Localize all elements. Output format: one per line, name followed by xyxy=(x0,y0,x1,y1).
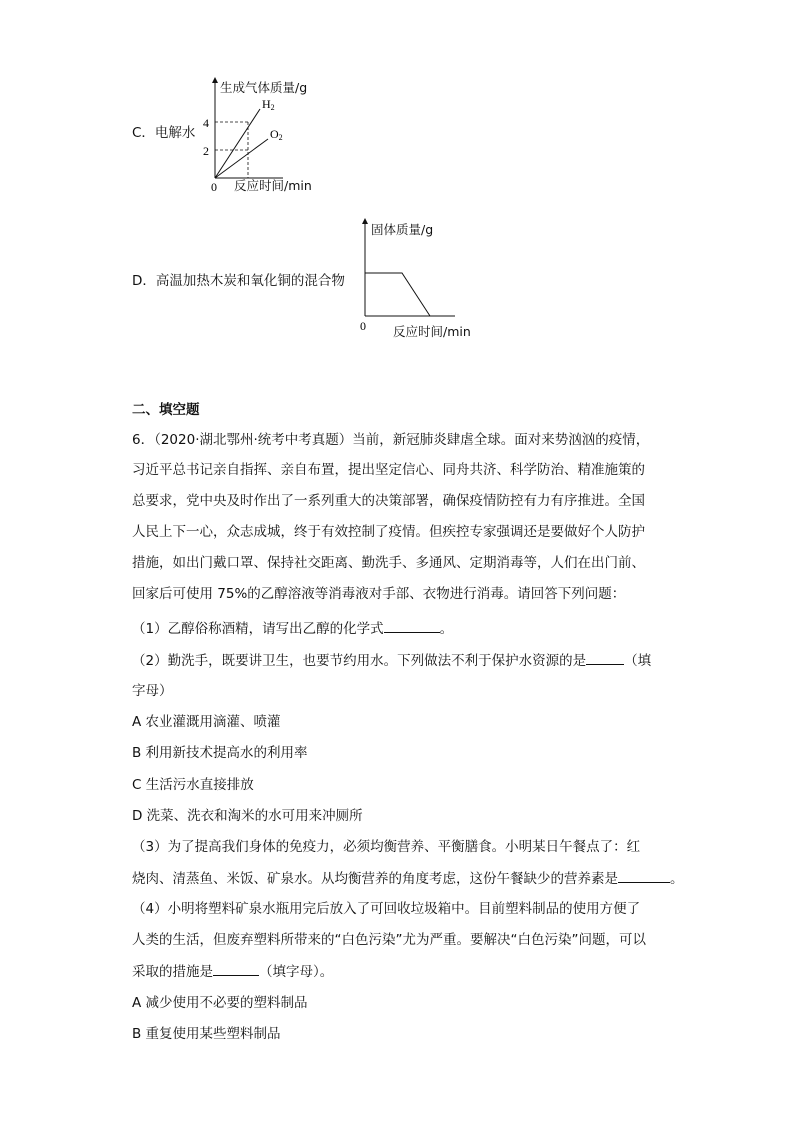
question-text-line-1: 6．（2020·湖北鄂州·统考中考真题）当前，新冠肺炎肆虐全球。面对来势汹汹的疫情， xyxy=(132,432,650,448)
c-x-axis-label: 反应时间/min xyxy=(234,178,312,193)
answer-blank-4[interactable] xyxy=(213,961,259,976)
o2-line xyxy=(215,139,268,178)
h2-label: H2 xyxy=(262,97,275,112)
question-text-line-2: 习近平总书记亲自指挥、亲自布置，提出坚定信心、同舟共济、科学防治、精准施策的 xyxy=(132,462,645,478)
question-text-line-6: 回家后可使用 75%的乙醇溶液等消毒液对手部、衣物进行消毒。请回答下列问题： xyxy=(132,586,626,602)
answer-blank-1[interactable] xyxy=(384,618,440,633)
q4-option-b: B 重复使用某些塑料制品 xyxy=(132,1026,281,1042)
origin-label: 0 xyxy=(211,180,217,194)
option-d-label: D．高温加热木炭和氧化铜的混合物 xyxy=(132,273,345,289)
question-text-line-4: 人民上下一心，众志成城，终于有效控制了疫情。但疾控专家强调还是要做好个人防护 xyxy=(132,524,645,540)
d-y-axis-label: 固体质量/g xyxy=(371,222,434,237)
sub-question-4-cont2: 采取的措施是 （填字母）。 xyxy=(132,961,333,982)
sub-question-1: （1）乙醇俗称酒精，请写出乙醇的化学式 。 xyxy=(132,618,453,639)
tick-2: 2 xyxy=(203,144,209,158)
o2-label: O2 xyxy=(270,127,283,142)
sub-question-2: （2）勤洗手，既要讲卫生，也要节约用水。下列做法不利于保护水资源的是 （填 xyxy=(132,650,651,671)
q2-option-c: C 生活污水直接排放 xyxy=(132,777,254,793)
sub-question-3: （3）为了提高我们身体的免疫力，必须均衡营养、平衡膳食。小明某日午餐点了：红 xyxy=(132,839,641,855)
question-text-line-5: 措施，如出门戴口罩、保持社交距离、勤洗手、多通风、定期消毒等，人们在出门前、 xyxy=(132,555,645,571)
sub-question-3-cont: 烧肉、清蒸鱼、米饭、矿泉水。从均衡营养的角度考虑，这份午餐缺少的营养素是 。 xyxy=(132,868,684,889)
question-text-line-3: 总要求，党中央及时作出了一系列重大的决策部署，确保疫情防控有力有序推进。全国 xyxy=(132,493,645,509)
section-title: 二、填空题 xyxy=(132,402,200,418)
sub-question-4-cont: 人类的生活，但废弃塑料所带来的“白色污染”尤为严重。要解决“白色污染”问题，可以 xyxy=(132,932,646,948)
sub-question-4: （4）小明将塑料矿泉水瓶用完后放入了可回收垃圾箱中。目前塑料制品的使用方便了 xyxy=(132,901,641,917)
q2-option-d: D 洗菜、洗衣和淘米的水可用来冲厕所 xyxy=(132,808,363,824)
q2-option-b: B 利用新技术提高水的利用率 xyxy=(132,745,308,761)
answer-blank-3[interactable] xyxy=(618,868,670,883)
h2-line xyxy=(215,109,260,178)
q4-option-a: A 减少使用不必要的塑料制品 xyxy=(132,995,308,1011)
q2-option-a: A 农业灌溉用滴灌、喷灌 xyxy=(132,714,281,730)
sub-question-2-cont: 字母） xyxy=(132,683,173,699)
option-c-label: C．电解水 xyxy=(132,125,196,141)
origin-label: 0 xyxy=(360,319,366,333)
answer-blank-2[interactable] xyxy=(586,650,624,665)
c-y-axis-label: 生成气体质量/g xyxy=(220,80,308,95)
tick-4: 4 xyxy=(203,116,209,130)
solid-mass-line xyxy=(365,273,430,316)
d-x-axis-label: 反应时间/min xyxy=(393,324,471,339)
